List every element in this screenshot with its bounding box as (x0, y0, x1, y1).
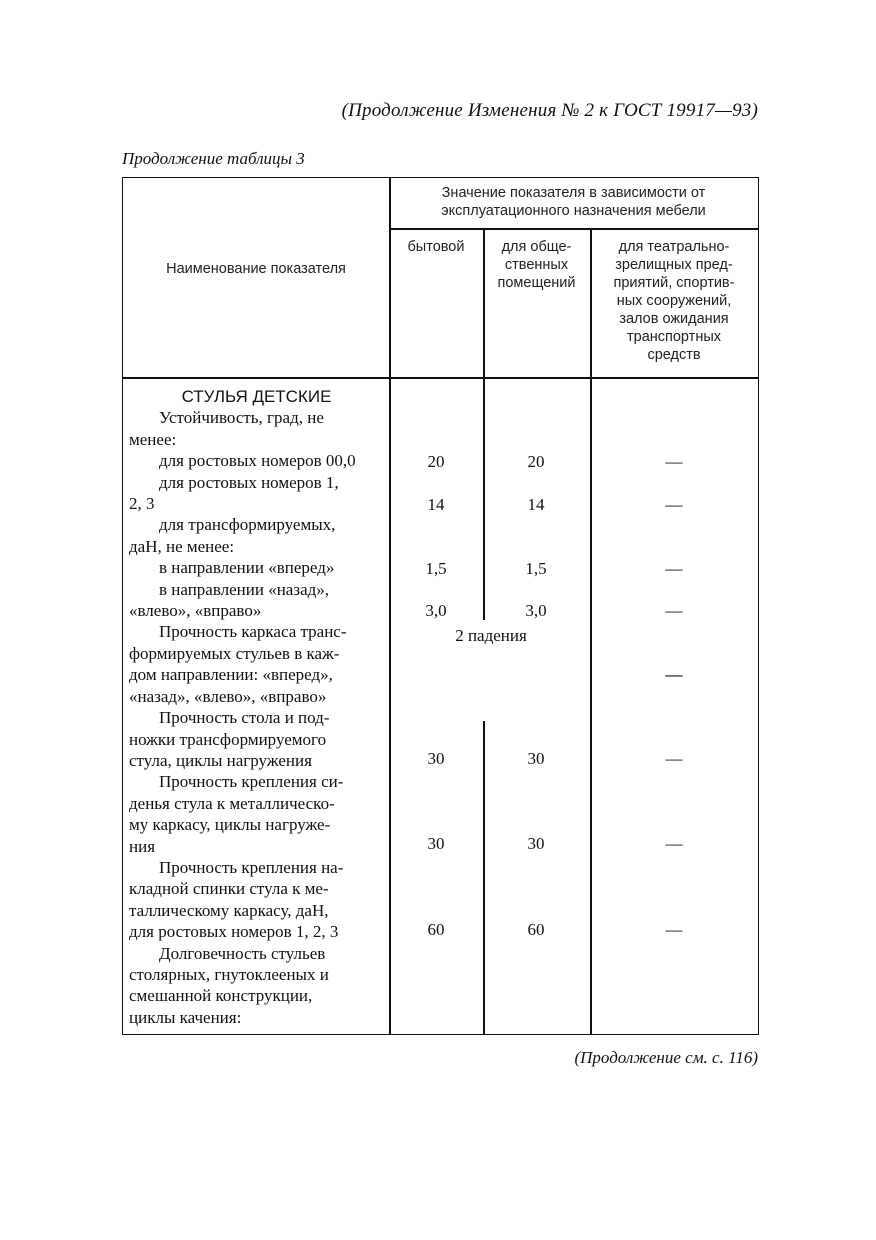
header-theatre: для театрально- зрелищных пред- приятий, спортив- ных сооружений, залов ожидания транспортных средств (613, 239, 735, 363)
row-9-line-0: Прочность крепления на- (159, 857, 344, 877)
row-4-household: 1,5 (425, 559, 447, 578)
row-4-public: 1,5 (525, 559, 547, 578)
row-3-line-1: даН, не менее: (129, 536, 235, 556)
row-4-line-0: в направлении «вперед» (159, 558, 335, 578)
col-divider-2b (483, 721, 485, 1034)
row-1-public: 20 (527, 452, 545, 471)
row-9-household: 60 (427, 920, 445, 939)
row-0-line-0: Устойчивость, град, не (159, 408, 324, 428)
row-8-line-3: ния (129, 836, 156, 856)
row-3-line-0: для трансформируемых, (159, 515, 336, 535)
row-names (129, 386, 384, 1028)
row-0-line-1: менее: (129, 429, 177, 449)
row-1-theatre: — (665, 452, 683, 471)
row-2-line-0: для ростовых номеров 1, (159, 472, 339, 492)
row-5-household: 3,0 (425, 601, 447, 620)
row-6-line-0: Прочность каркаса транс- (159, 622, 347, 642)
row-7-theatre: — (665, 749, 683, 768)
row-6-theatre: — (665, 665, 683, 684)
row-6-span: 2 падения (455, 626, 527, 645)
page-header: (Продолжение Изменения № 2 к ГОСТ 19917—93) (341, 100, 758, 121)
page-footer: (Продолжение см. с. 116) (574, 1048, 758, 1067)
row-2-household: 14 (427, 495, 445, 514)
row-2-line-1: 2, 3 (129, 494, 155, 514)
row-5-public: 3,0 (525, 601, 547, 620)
group-header-line (389, 228, 758, 230)
row-2-theatre: — (665, 495, 683, 514)
row-9-public: 60 (527, 920, 545, 939)
section-title: СТУЛЬЯ ДЕТСКИЕ (181, 387, 332, 406)
row-10-line-0: Долговечность стульев (159, 943, 326, 963)
row-8-line-1: денья стула к металлическо- (129, 793, 335, 813)
row-7-line-1: ножки трансформируемого (129, 729, 327, 749)
row-6-line-2: дом направлении: «вперед», (129, 665, 333, 685)
row-8-theatre: — (665, 834, 683, 853)
row-10-line-3: циклы качения: (129, 1007, 242, 1027)
data-table (122, 177, 759, 1035)
row-9-line-1: кладной спинки стула к ме- (129, 879, 329, 899)
row-5-line-1: «влево», «вправо» (129, 601, 262, 621)
row-7-household: 30 (427, 749, 445, 768)
row-6-line-1: формируемых стульев в каж- (129, 643, 340, 663)
row-10-line-2: смешанной конструкции, (129, 986, 313, 1006)
header-household: бытовой (407, 239, 465, 255)
row-4-theatre: — (665, 559, 683, 578)
row-7-line-2: стула, циклы нагружения (129, 750, 312, 770)
table-caption: Продолжение таблицы 3 (122, 149, 305, 168)
row-9-line-3: для ростовых номеров 1, 2, 3 (129, 922, 339, 942)
header-name: Наименование показателя (166, 261, 346, 277)
row-6-line-3: «назад», «влево», «вправо» (129, 686, 327, 706)
header-group: Значение показателя в зависимости от эксплуатационного назначения мебели (441, 185, 706, 219)
header-public: для обще- ственных помещений (497, 239, 576, 291)
row-10-line-1: столярных, гнутоклееных и (129, 964, 329, 984)
row-9-line-2: таллическому каркасу, даН, (129, 900, 329, 920)
row-9-theatre: — (665, 920, 683, 939)
row-7-line-0: Прочность стола и под- (159, 708, 330, 728)
row-2-public: 14 (527, 495, 545, 514)
row-1-household: 20 (427, 452, 445, 471)
row-8-line-2: му каркасу, циклы нагруже- (129, 815, 331, 835)
row-8-household: 30 (427, 834, 445, 853)
header-bottom-line (123, 377, 758, 379)
row-8-public: 30 (527, 834, 545, 853)
row-5-theatre: — (665, 601, 683, 620)
row-7-public: 30 (527, 749, 545, 768)
row-1-line-0: для ростовых номеров 00,0 (159, 451, 356, 471)
row-5-line-0: в направлении «назад», (159, 579, 330, 599)
row-8-line-0: Прочность крепления си- (159, 772, 344, 792)
